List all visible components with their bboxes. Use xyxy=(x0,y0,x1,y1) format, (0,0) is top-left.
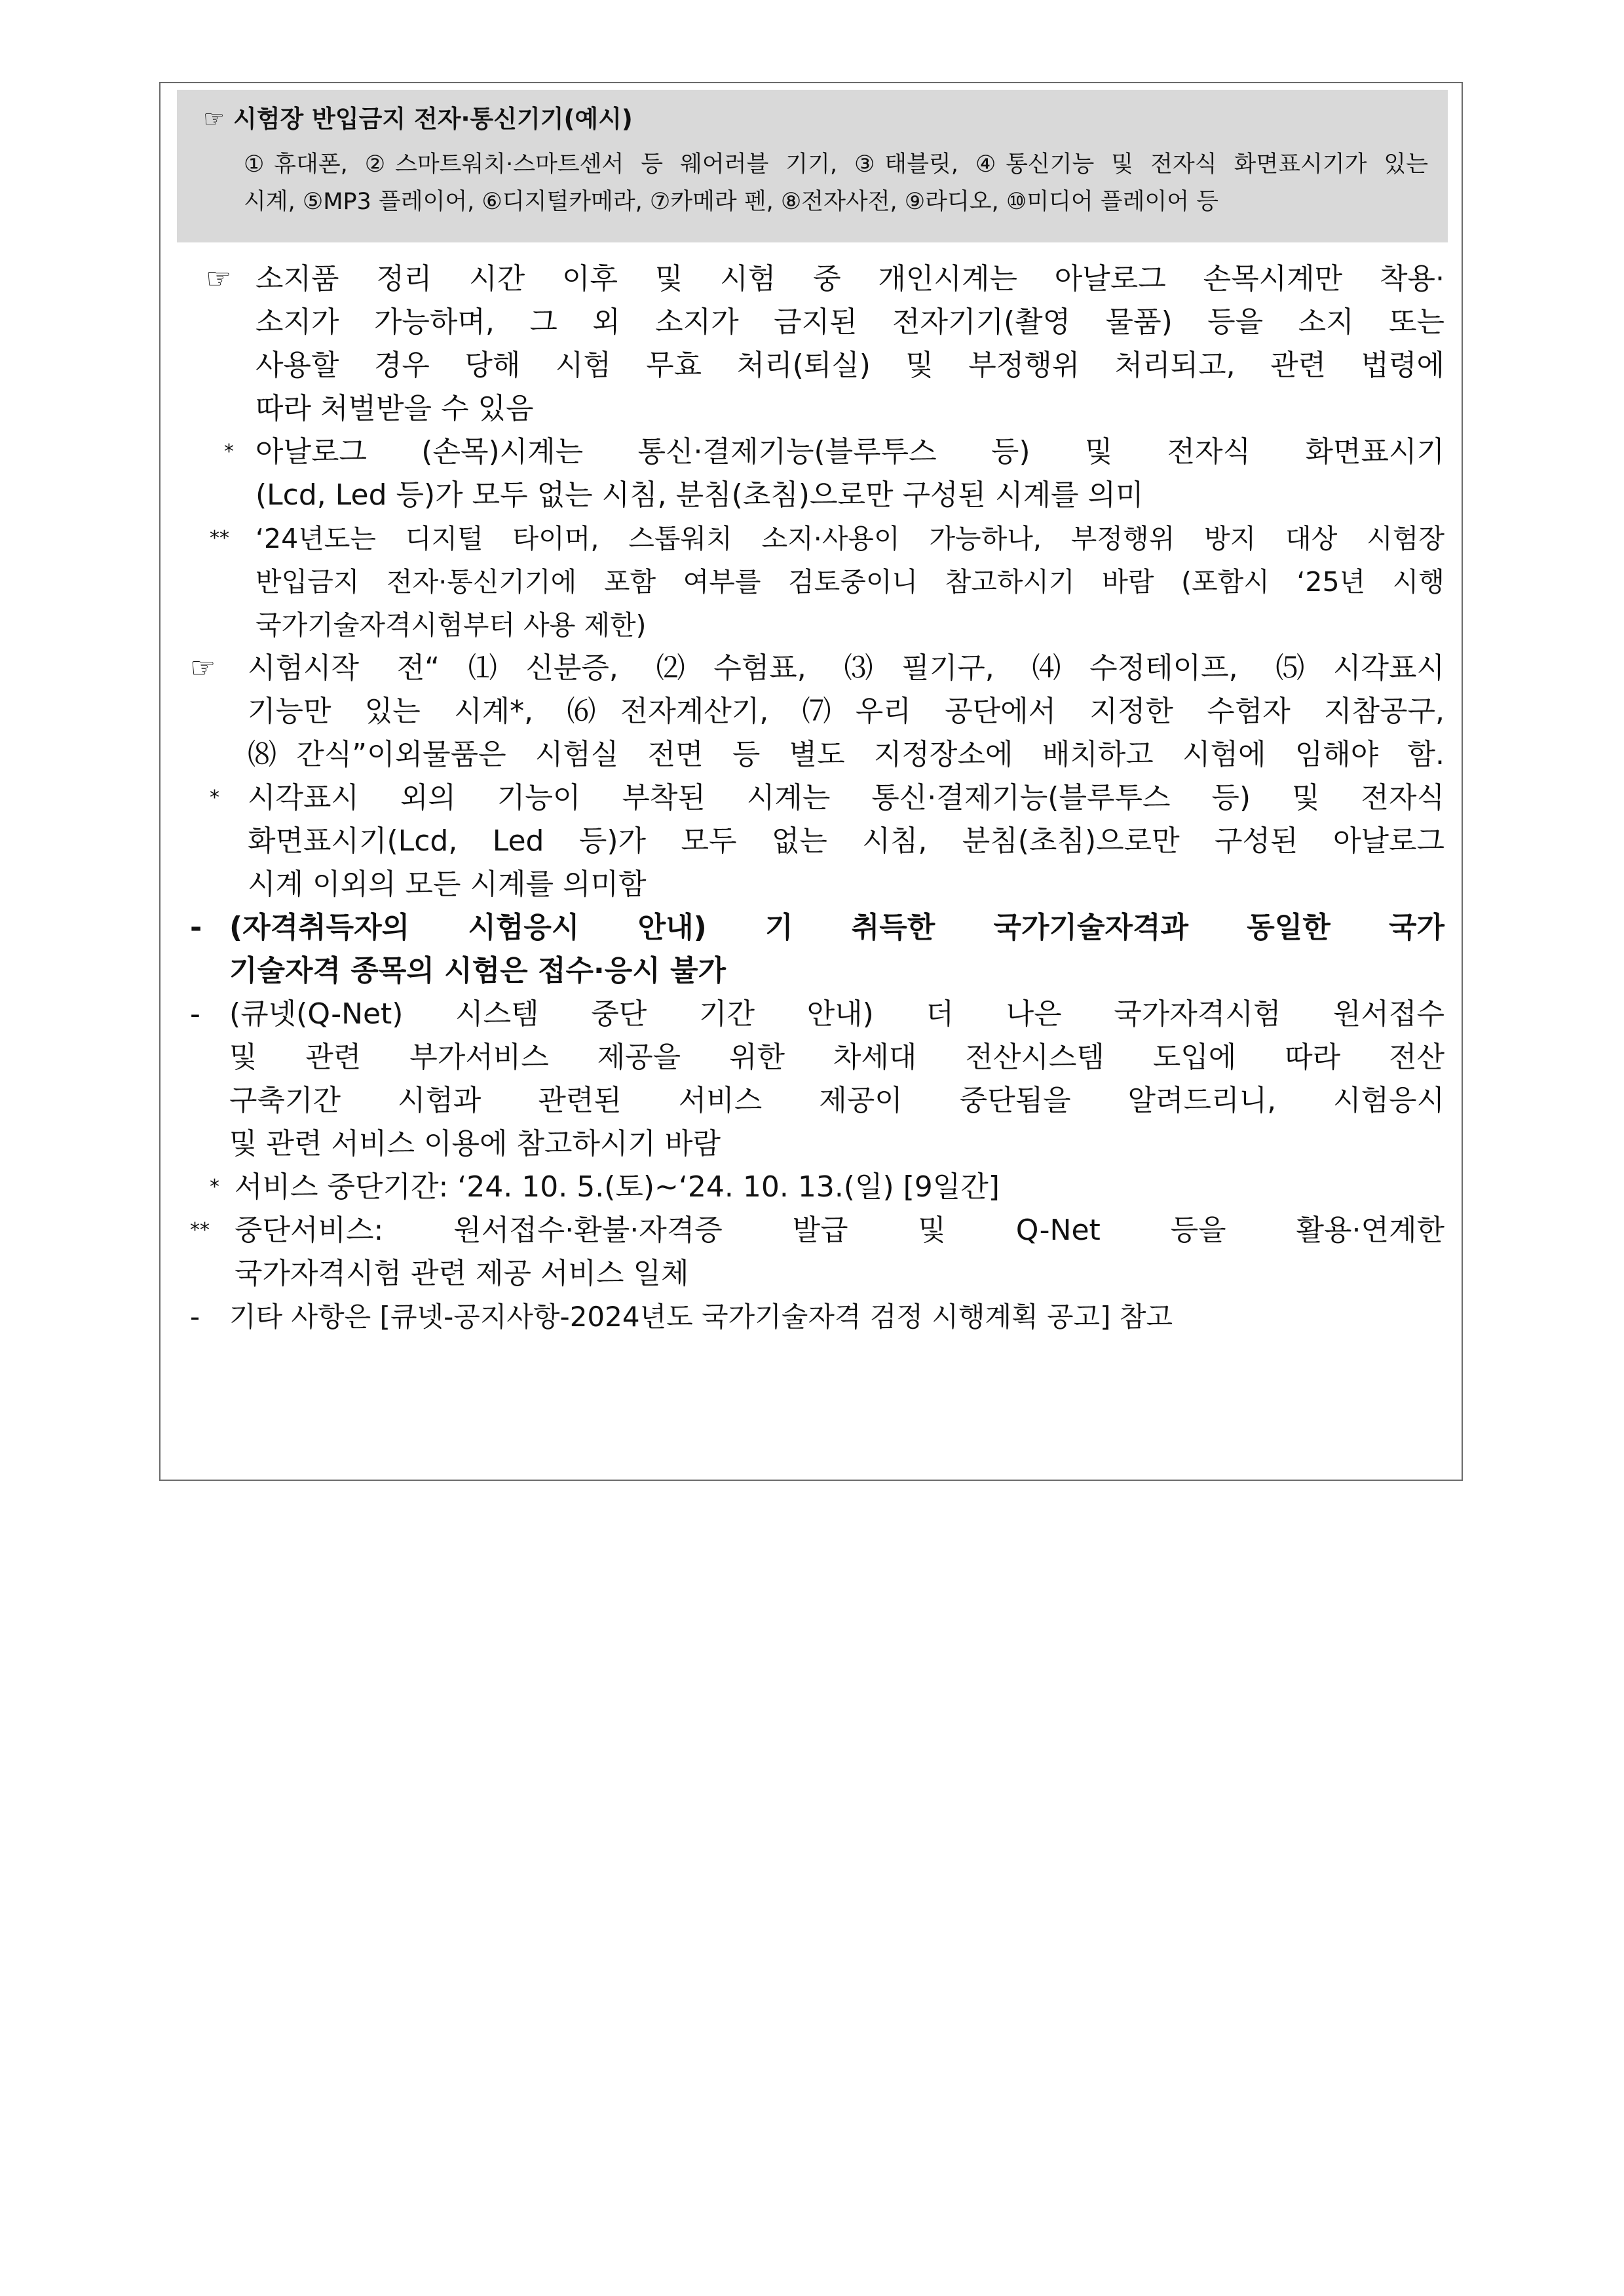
pointing-hand-icon: ☞ xyxy=(206,262,232,296)
digital-timer-line: ** ‘24년도는 디지털 타이머, 스톱워치 소지·사용이 가능하나, 부정행위 방지 대상 시험장 xyxy=(190,517,1445,560)
personal-watch-line: 사용할 경우 당해 시험 무효 처리(퇴실) 및 부정행위 처리되고, 관련 법령에 xyxy=(255,349,1445,382)
asterisk-marker: * xyxy=(210,1176,219,1198)
qnet-outage-line: 및 관련 부가서비스 제공을 위한 차세대 전산시스템 도입에 따라 전산 xyxy=(229,1041,1445,1074)
prohibited-devices-list xyxy=(203,146,1428,221)
prohibited-devices-title: ☞ 시험장 반입금지 전자·통신기기(예시) xyxy=(203,105,633,133)
outage-services-line: ** 중단서비스: 원서접수·환불·자격증 발급 및 Q-Net 등을 활용·연계한 xyxy=(190,1209,1445,1252)
qnet-outage-line: 구축기간 시험과 관련된 서비스 제공이 중단됨을 알려드리니, 시험응시 xyxy=(229,1084,1445,1117)
dash-marker: - xyxy=(190,1301,200,1333)
personal-watch-line: ☞ 소지품 정리 시간 이후 및 시험 중 개인시계는 아날로그 손목시계만 착용· xyxy=(190,258,1445,301)
asterisk-marker: * xyxy=(224,440,234,463)
dash-marker: - xyxy=(190,911,202,944)
time-display-def-line: 화면표시기(Lcd, Led 등)가 모두 없는 시침, 분침(초침)으로만 구성된 아날로그 xyxy=(248,824,1445,858)
before-exam-line: ☞ 시험시작 전“⑴신분증, ⑵수험표, ⑶필기구, ⑷수정테이프, ⑸시각표시 xyxy=(190,647,1445,690)
qnet-outage-line: - (큐넷(Q-Net) 시스템 중단 기간 안내) 더 나은 국가자격시험 원서접수 xyxy=(190,993,1445,1036)
pointing-hand-icon: ☞ xyxy=(190,651,216,685)
qualified-notice-line: 기술자격 종목의 시험은 접수·응시 불가 xyxy=(229,954,727,987)
personal-watch-line: 소지가 가능하며, 그 외 소지가 금지된 전자기기(촬영 물품) 등을 소지 또는 xyxy=(255,305,1445,339)
analog-def-line: * 아날로그 (손목)시계는 통신·결제기능(블루투스 등) 및 전자식 화면표시기 xyxy=(190,430,1445,474)
asterisk-marker: * xyxy=(210,786,219,809)
prohibited-devices-line: ①휴대폰, ②스마트워치·스마트센서 등 웨어러블 기기, ③태블릿, ④통신기능 및 전자식 화면표시기가 있는 xyxy=(244,151,1428,178)
double-asterisk-marker: ** xyxy=(210,527,229,550)
time-display-def-line: 시계 이외의 모든 시계를 의미함 xyxy=(248,868,647,901)
double-asterisk-marker: ** xyxy=(190,1219,210,1242)
digital-timer-line: 반입금지 전자·통신기기에 포함 여부를 검토중이니 참고하시기 바람 (포함시 ‘25년 시행 xyxy=(255,566,1445,598)
digital-timer-line: 국가기술자격시험부터 사용 제한) xyxy=(255,609,647,641)
notice-content xyxy=(190,258,1445,1339)
before-exam-line: 기능만 있는 시계*, ⑹전자계산기, ⑺우리 공단에서 지정한 수험자 지참공구, xyxy=(248,695,1445,728)
qualified-notice-line: - (자격취득자의 시험응시 안내) 기 취득한 국가기술자격과 동일한 국가 xyxy=(190,906,1445,949)
dash-marker: - xyxy=(190,997,200,1031)
personal-watch-line: 따라 처벌받을 수 있음 xyxy=(255,392,534,425)
prohibited-devices-box xyxy=(177,90,1448,242)
analog-def-line: (Lcd, Led 등)가 모두 없는 시침, 분침(초침)으로만 구성된 시계를 의미 xyxy=(255,478,1144,512)
outage-period-line: * 서비스 중단기간: ‘24. 10. 5.(토)∼‘24. 10. 13.(일) [9일간] xyxy=(190,1166,1445,1209)
time-display-def-line: * 시각표시 외의 기능이 부착된 시계는 통신·결제기능(블루투스 등) 및 전자식 xyxy=(190,776,1445,820)
qnet-outage-line: 및 관련 서비스 이용에 참고하시기 바람 xyxy=(229,1127,721,1160)
other-notice-line: - 기타 사항은 [큐넷-공지사항-2024년도 국가기술자격 검정 시행계획 공고] 참고 xyxy=(190,1295,1445,1339)
outage-services-line: 국가자격시험 관련 제공 서비스 일체 xyxy=(235,1257,689,1290)
before-exam-line: ⑻간식”이외물품은 시험실 전면 등 별도 지정장소에 배치하고 시험에 임해야 함. xyxy=(248,738,1445,771)
prohibited-devices-line: 시계, ⑤MP3 플레이어, ⑥디지털카메라, ⑦카메라 펜, ⑧전자사전, ⑨라디오, ⑩미디어 플레이어 등 xyxy=(244,189,1218,215)
